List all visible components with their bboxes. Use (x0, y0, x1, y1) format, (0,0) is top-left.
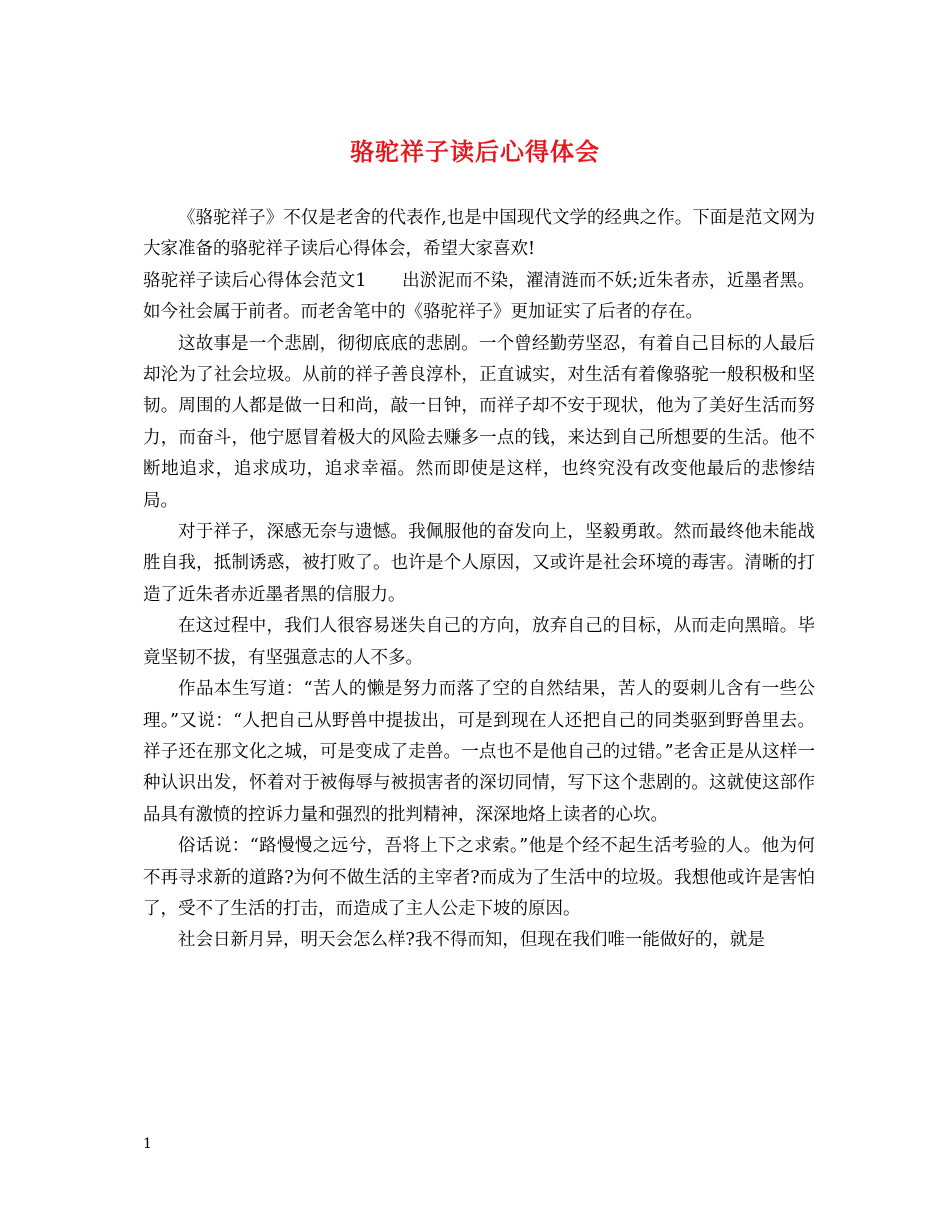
document-body (143, 203, 815, 957)
page-number: 1 (143, 1136, 152, 1152)
paragraph-lost-direction: 在这过程中，我们人很容易迷失自己的方向，放弃自己的目标，从而走向黑暗。毕竟坚韧不拔，有坚强意志的人不多。 (143, 616, 815, 668)
paragraph-proverb: 俗话说：“路慢慢之远兮，吾将上下之求索。”他是个经不起生活考验的人。他为何不再寻求新的道路?为何不做生活的主宰者?而成为了生活中的垃圾。我想他或许是害怕了，受不了生活的打击，而造成了主人公走下坡的原因。 (143, 836, 815, 919)
paragraph-sample-heading: 骆驼祥子读后心得体会范文1 出淤泥而不染，濯清涟而不妖;近朱者赤，近墨者黑。如今社会属于前者。而老舍笔中的《骆驼祥子》更加证实了后者的存在。 (143, 270, 815, 323)
paragraph-quote-author: 作品本生写道：“苦人的懒是努力而落了空的自然结果，苦人的耍刺儿含有一些公理。”又说：“人把自己从野兽中提拔出，可是到现在人还把自己的同类驱到野兽里去。祥子还在那文化之城，可是变成了走兽。一点也不是他自己的过错。”老舍正是从这样一种认识出发，怀着对于被侮辱与被损害者的深切同情，写下这个悲剧的。这就使这部作品具有激愤的控诉力量和强烈的批判精神，深深地烙上读者的心坎。 (143, 679, 815, 825)
paragraph-society: 社会日新月异，明天会怎么样?我不得而知，但现在我们唯一能做好的，就是 (178, 930, 765, 951)
paragraph-intro: 《骆驼祥子》不仅是老舍的代表作,也是中国现代文学的经典之作。下面是范文网为大家准备的骆驼祥子读后心得体会，希望大家喜欢! (143, 208, 815, 260)
paragraph-regret: 对于祥子，深感无奈与遗憾。我佩服他的奋发向上，坚毅勇敢。然而最终他未能战胜自我，抵制诱惑，被打败了。也许是个人原因，又或许是社会环境的毒害。清晰的打造了近朱者赤近墨者黑的信服力。 (143, 522, 815, 605)
document-title: 骆驼祥子读后心得体会 (350, 137, 600, 166)
paragraph-tragedy: 这故事是一个悲剧，彻彻底底的悲剧。一个曾经勤劳坚忍，有着自己目标的人最后却沦为了社会垃圾。从前的祥子善良淳朴，正直诚实，对生活有着像骆驼一般积极和坚韧。周围的人都是做一日和尚，敲一日钟，而祥子却不安于现状，他为了美好生活而努力，而奋斗，他宁愿冒着极大的风险去赚多一点的钱，来达到自己所想要的生活。他不断地追求，追求成功，追求幸福。然而即使是这样，也终究没有改变他最后的悲惨结局。 (143, 333, 815, 511)
